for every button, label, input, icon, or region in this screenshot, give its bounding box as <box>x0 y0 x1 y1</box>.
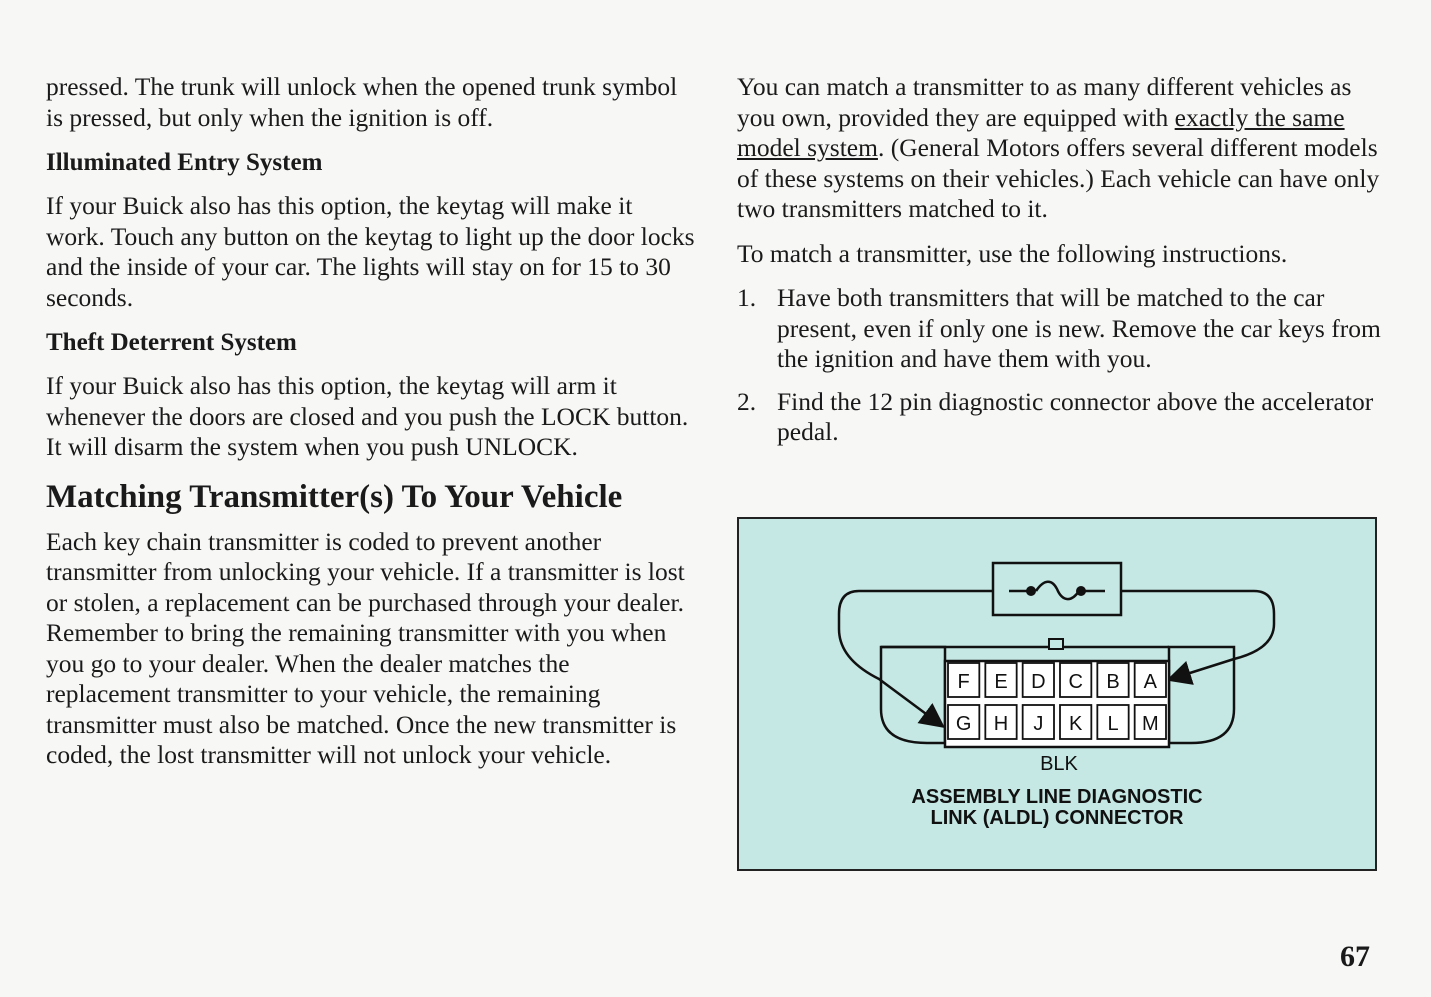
steps-list <box>737 283 1382 448</box>
list-item <box>737 283 1382 375</box>
list-item <box>737 387 1382 448</box>
pin-label-bottom-m: M <box>1141 713 1159 735</box>
step-text: Find the 12 pin diagnostic connector above the accelerator pedal. <box>777 386 1374 446</box>
figure-caption-line2: LINK (ALDL) CONNECTOR <box>930 807 1184 829</box>
match-intro-start: You can match a transmitter to as many different vehicles as you own, provided they are equipped with <box>737 72 1352 132</box>
pin-label-top-a: A <box>1143 671 1158 693</box>
pin-label-bottom-l: L <box>1107 713 1119 735</box>
matching-transmitter-heading: Matching Transmitter(s) To Your Vehicle <box>46 478 623 515</box>
figure-caption-line1: ASSEMBLY LINE DIAGNOSTIC <box>911 786 1203 808</box>
pin-label-bottom-j: J <box>1033 713 1044 735</box>
step-number: 2. <box>737 386 757 416</box>
pin-label-top-d: D <box>1031 671 1046 693</box>
pin-label-bottom-k: K <box>1068 713 1083 735</box>
match-intro-end: . (General Motors offers several different models of these systems on their vehicles.) Each vehicle can have only two transmitters matched to it. <box>737 133 1380 223</box>
theft-deterrent-heading: Theft Deterrent System <box>46 329 297 356</box>
theft-deterrent-body: If your Buick also has this option, the keytag will arm it whenever the doors are closed and you push the LOCK button. It will disarm the system when you push UNLOCK. <box>46 371 689 461</box>
pin-label-top-f: F <box>957 671 970 693</box>
pin-label-top-e: E <box>994 671 1008 693</box>
pin-label-bottom-g: G <box>955 713 972 735</box>
right-column <box>737 72 1382 460</box>
left-column <box>46 72 696 785</box>
matching-transmitter-body: Each key chain transmitter is coded to prevent another transmitter from unlocking your vehicle. If a transmitter is lost or stolen, a replacement can be purchased through your dealer. Remember to bring the remaining transmitter with you when you go to your dealer. When the dealer matches the replacement transmitter to your vehicle, the remaining transmitter must also be matched. Once the new transmitter is coded, the lost transmitter will not unlock your vehicle. <box>46 526 685 769</box>
match-intro-emphasis: exactly the same model system <box>737 102 1345 162</box>
page-number: 67 <box>1340 940 1370 973</box>
step-text: Have both transmitters that will be matched to the car present, even if only one is new. Remove the car keys from the ignition and have them with you. <box>777 283 1381 373</box>
wire-color-label: BLK <box>1040 753 1078 775</box>
pin-label-top-b: B <box>1106 671 1120 693</box>
instructions-lead: To match a transmitter, use the following instructions. <box>737 238 1288 268</box>
figure-caption <box>739 787 1375 829</box>
pin-label-bottom-h: H <box>993 713 1009 735</box>
illuminated-entry-body: If your Buick also has this option, the keytag will make it work. Touch any button on the keytag to light up the door locks and the inside of your car. The lights will stay on for 15 to 30 seconds. <box>46 191 695 312</box>
step-number: 1. <box>737 283 757 312</box>
pin-label-top-c: C <box>1068 671 1083 693</box>
aldl-connector-figure <box>737 517 1377 871</box>
illuminated-entry-heading: Illuminated Entry System <box>46 149 323 176</box>
intro-paragraph: pressed. The trunk will unlock when the opened trunk symbol is pressed, but only when the ignition is off. <box>46 72 678 132</box>
match-intro-paragraph <box>737 72 1382 225</box>
